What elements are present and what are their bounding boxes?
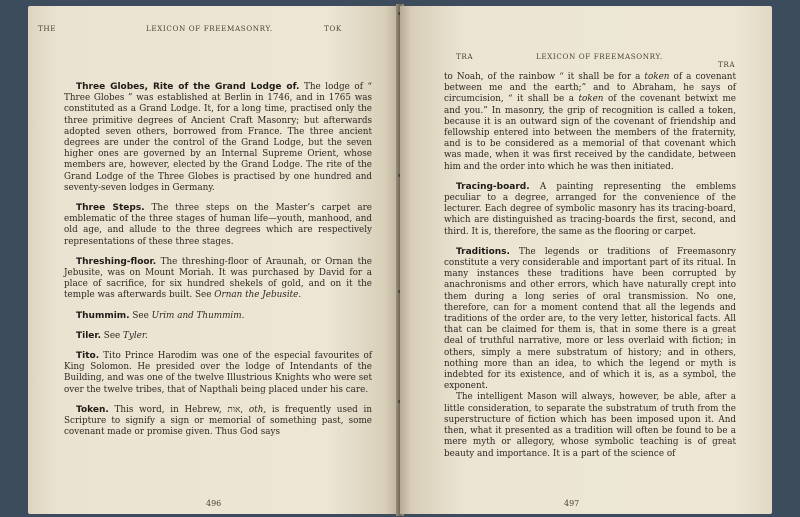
- entry-thummim: Thummim. See Urim and Thummim.: [76, 310, 245, 321]
- left-folio: 496: [206, 499, 222, 508]
- right-page: [400, 6, 772, 514]
- right-header-left: TRA: [456, 52, 474, 61]
- entry-tracing-board: Tracing-board. A painting representing the emblems peculiar to a degree, arranged for the convenience of the lecturer. Each degree of symbolic masonry has its tracing-board, which are distinguished as tracing-boards the first, second, and third. It is, therefore, the same as the flooring or carpet.: [444, 181, 736, 237]
- left-header-center: LEXICON OF FREEMASONRY.: [146, 24, 273, 33]
- left-page: [28, 6, 400, 514]
- entry-three-steps: Three Steps. The three steps on the Master’s carpet are emblematic of the three stages of human life—youth, manhood, and old age, and allude to the three degrees which are respectively representations of these three stages.: [64, 203, 372, 247]
- entry-tiler: Tiler. See Tyler.: [76, 330, 148, 341]
- entry-traditions: Traditions. The legends or traditions of Freemasonry constitute a very considerable and important part of its ritual. In many instances these traditions have been corrupted by anachronisms and other errors, which have naturally crept into them during a long series of oral transmission. No one, therefore, can for a moment contend that all the legends and traditions of the order are, to the very letter, historical facts. All that can be claimed for them is, that in some there is a great deal of truthful narrative, more or less overlaid with fiction; in others, simply a mere substratum of history; and in others, nothing more than an idea, to which the legend or myth is indebted for its existence, and of which it is, as a symbol, the exponent.: [444, 246, 736, 392]
- token-continuation: to Noah, of the rainbow “ it shall be for a token of a covenant between me and the earth;” and to Abraham, he says of circumcision, “ it shall be a token of the covenant betwixt me and you.” In masonry, the grip of recognition is called a token, because it is an outward sign of the covenant of friendship and fellowship entered into between the members of the fraternity, and is to be considered as a memorial of that covenant which was made, when it was first received by the candidate, between him and the order into which he was then initiated.: [444, 72, 736, 172]
- left-header-right: TOK: [324, 24, 342, 33]
- entry-threshing-floor: Threshing-floor. The threshing-floor of Araunah, or Ornan the Jebusite, was on Mount Moriah. It was purchased by David for a place of sacrifice, for six hundred shekels of gold, and on it the temple was afterwards built. See Ornan the Jebusite.: [64, 256, 372, 301]
- entry-token: Token. This word, in Hebrew, אות, oth, is frequently used in Scripture to signify a sign or memorial of something past, some covenant made or promise given. Thus God says: [64, 404, 373, 438]
- right-page-text: [444, 72, 736, 460]
- right-header-center: LEXICON OF FREEMASONRY.: [536, 52, 663, 61]
- traditions-final-paragraph: The intelligent Mason will always, however, be able, after a little consideration, to separate the substratum of truth from the superstructure of fiction which has been imposed upon it. And then, what it presented as a tradition will often be found to be a mere myth or allegory, whose symbolic teaching is of great beauty and importance. It is a part of the science of: [444, 392, 736, 459]
- entry-tito: Tito. Tito Prince Harodim was one of the especial favourites of King Solomon. He presided over the lodge of Intendants of the Building, and was one of the twelve Illustrious Knights who were set over the twelve tribes, that of Napthali being placed under his care.: [64, 351, 372, 395]
- right-folio: 497: [564, 499, 580, 508]
- left-header-left: THE: [38, 24, 57, 33]
- entry-three-globes: Three Globes, Rite of the Grand Lodge of. The lodge of “ Three Globes ” was established at Berlin in 1746, and in 1765 was constituted as a Grand Lodge. It, for a long time, practised only the three primitive degrees of Ancient Craft Masonry; but afterwards adopted seven others, borrowed from France. The three ancient degrees are under the control of the Grand Lodge, but the seven higher ones are governed by an Internal Supreme Orient, whose members are, however, elected by the Grand Lodge. The rite of the Grand Lodge of the Three Globes is practised by one hundred and seventy-seven lodges in Germany.: [64, 82, 372, 193]
- right-header-right: TRA: [718, 60, 736, 69]
- left-page-text: [64, 82, 372, 438]
